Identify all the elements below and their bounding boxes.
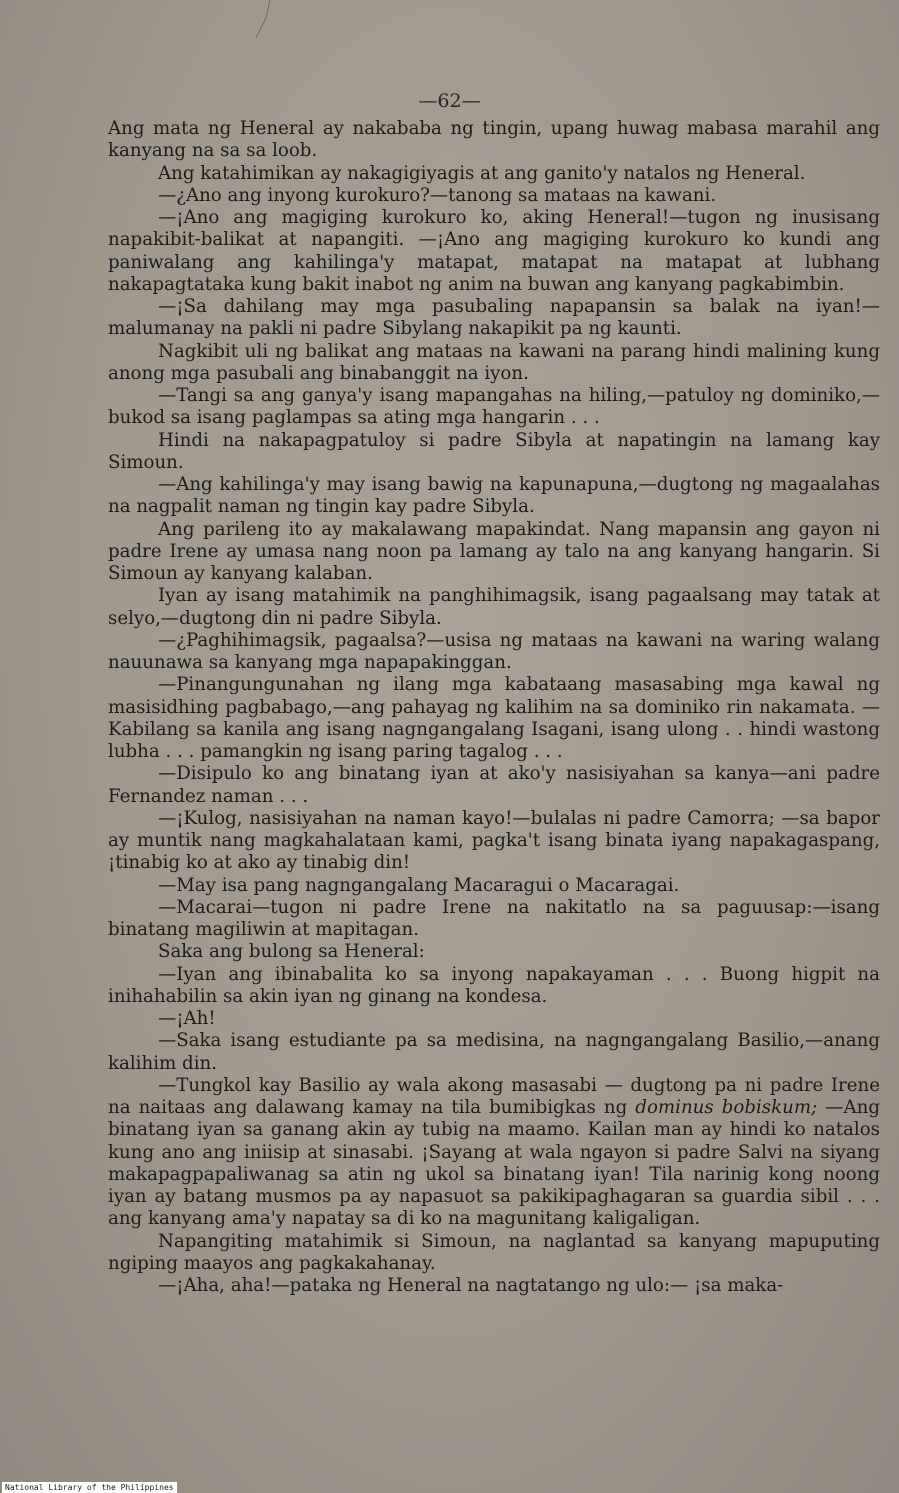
paragraph: —¡Kulog, nasisiyahan na naman kayo!—bulalas ni padre Camorra; —sa bapor ay muntik nang magkahalataan kami, pagka't isang binata iyang napakagaspang, ¡tinabig ko at ako ay tinabig din! [108, 807, 880, 874]
paragraph: —¡Aha, aha!—pataka ng Heneral na nagtatango ng ulo:— ¡sa maka- [158, 1275, 784, 1296]
paragraph: Ang mata ng Heneral ay nakababa ng tingin, upang huwag mabasa marahil ang kanyang na sa sa loob. [108, 118, 880, 162]
paragraph: Napangiting matahimik si Simoun, na naglantad sa kanyang mapuputing ngiping maayos ang pagkakahanay. [108, 1230, 880, 1274]
paragraph: —Tungkol kay Basilio ay wala akong masasabi — dugtong pa ni padre Irene na naitaas ang dalawang kamay na tila bumibigkas ng dominus bobiskum; —Ang binatang iyan sa ganang akin ay tubig na maamo. Kailan man ay hindi ko natalos kung ano ang iniisip at sinasabi. ¡Sayang at wala ngayon si padre Salvi na siyang makapagpapaliwanag sa atin ng ukol sa binatang iyan! Tila narinig kong noong iyan ay batang musmos pa ay napasuot sa pakikipaghagaran sa guardia sibil . . . ang kanyang ama'y napatay sa di ko na magunitang kaligaligan. [108, 1074, 880, 1230]
paragraph: —¿Paghihimagsik, pagaalsa?—usisa ng mataas na kawani na waring walang nauunawa sa kanyang mga napapakinggan. [108, 629, 880, 673]
paragraph: —Ang kahilinga'y may isang bawig na kapunapuna,—dugtong ng magaalahas na nagpalit naman ng tingin kay padre Sibyla. [108, 474, 880, 518]
page-number: —62— [418, 90, 481, 112]
paragraph: —Pinangungunahan ng ilang mga kabataang masasabing mga kawal ng masisidhing pagbabago,—ang pahayag ng kalihim na sa dominiko rin nakamata. —Kabilang sa kanila ang isang nagngangalang Isagani, isang ulong . . hindi wastong lubha . . . pamangkin ng isang paring tagalog . . . [108, 674, 880, 762]
paragraph: Saka ang bulong sa Heneral: [158, 941, 425, 963]
paragraph: —Tangi sa ang ganya'y isang mapangahas na hiling,—patuloy ng dominiko,—bukod sa isang paglampas sa ating mga hangarin . . . [108, 385, 880, 429]
paragraph: —Macarai—tugon ni padre Irene na nakitatlo na sa paguusap:—isang binatang magiliwin at mapitagan. [108, 896, 880, 940]
body-text [108, 118, 880, 1297]
paragraph: —Iyan ang ibinabalita ko sa inyong napakayaman . . . Buong higpit na inihahabilin sa akin iyan ng ginang na kondesa. [108, 963, 880, 1007]
paragraph: —¡Ah! [158, 1008, 216, 1029]
paper-crease-mark [244, 0, 274, 40]
paragraph: —May isa pang nagngangalang Macaragui o Macaragai. [158, 874, 680, 896]
library-footer: National Library of the Philippines [2, 1482, 177, 1493]
paragraph: Ang parileng ito ay makalawang mapakindat. Nang mapansin ang gayon ni padre Irene ay umasa nang noon pa lamang ay talo na ang kanyang hangarin. Si Simoun ay kanyang kalaban. [108, 518, 880, 584]
paragraph: —¡Ano ang magiging kurokuro ko, aking Heneral!—tugon ng inusisang napakibit-balikat at napangiti. —¡Ano ang magiging kurokuro ko kundi ang paniwalang ang kahilinga'y matapat, matapat na matapat at lubhang nakapagtataka kung bakit inabot ng anim na buwan ang kanyang pagkabimbin. [108, 207, 880, 295]
paragraph: —Disipulo ko ang binatang iyan at ako'y nasisiyahan sa kanya—ani padre Fernandez naman . . . [108, 763, 880, 807]
paragraph: —¿Ano ang inyong kurokuro?—tanong sa mataas na kawani. [158, 184, 717, 206]
paragraph: Ang katahimikan ay nakagigiyagis at ang ganito'y natalos ng Heneral. [158, 162, 806, 184]
paragraph: —Saka isang estudiante pa sa medisina, na nagngangalang Basilio,—anang kalihim din. [108, 1030, 880, 1074]
paragraph: Iyan ay isang matahimik na panghihimagsik, isang pagaalsang may tatak at selyo,—dugtong din ni padre Sibyla. [108, 585, 880, 629]
paragraph: Nagkibit uli ng balikat ang mataas na kawani na parang hindi malining kung anong mga pasubali ang binabanggit na iyon. [108, 340, 880, 384]
paragraph: —¡Sa dahilang may mga pasubaling napapansin sa balak na iyan!— malumanay na pakli ni padre Sibylang nakapikit pa ng kaunti. [108, 296, 880, 340]
paragraph: Hindi na nakapagpatuloy si padre Sibyla at napatingin na lamang kay Simoun. [108, 429, 880, 473]
